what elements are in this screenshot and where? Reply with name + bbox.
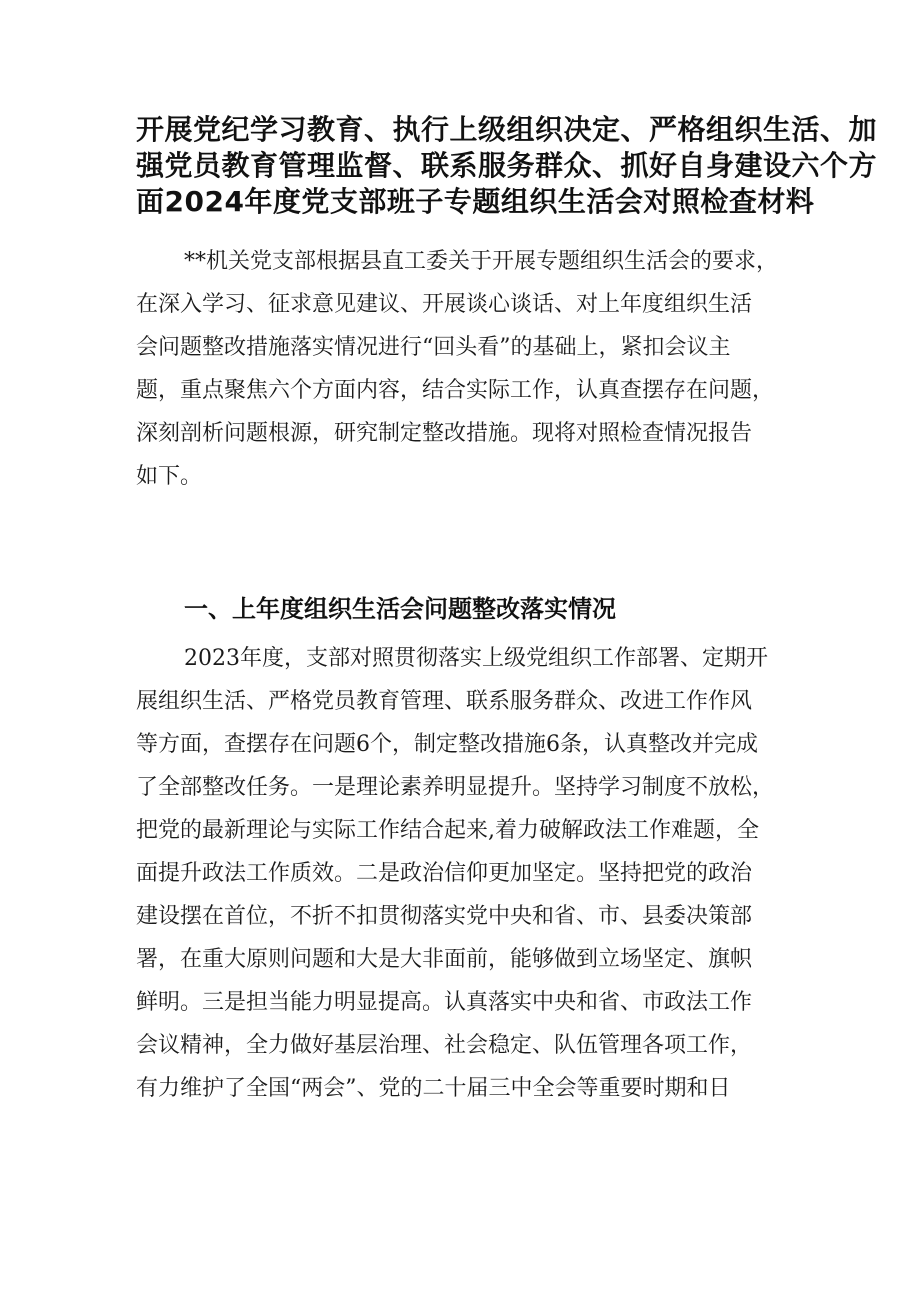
section-paragraph: [136, 637, 796, 1110]
paragraph-line: 了全部整改任务。一是理论素养明显提升。坚持学习制度不放松，: [136, 775, 775, 800]
paragraph-line: 展组织生活、严格党员教育管理、联系服务群众、改进工作作风: [136, 689, 753, 714]
paragraph-line: 有力维护了全国“两会”、党的二十届三中全会等重要时期和日: [136, 1076, 731, 1101]
paragraph-line: 鲜明。三是担当能力明显提高。认真落实中央和省、市政法工作: [136, 990, 753, 1015]
title-line: 开展党纪学习教育、执行上级组织决定、严格组织生活、加: [136, 113, 878, 146]
paragraph-line: 把党的最新理论与实际工作结合起来,着力破解政法工作难题，全: [136, 818, 759, 843]
title-line: 面2024年度党支部班子专题组织生活会对照检查材料: [136, 185, 815, 218]
paragraph-line: 在深入学习、征求意见建议、开展谈心谈话、对上年度组织生活: [136, 292, 753, 317]
paragraph-line: 如下。: [136, 464, 203, 489]
paragraph-line: 面提升政法工作质效。二是政治信仰更加坚定。坚持把党的政治: [136, 861, 753, 886]
paragraph-line: 题，重点聚焦六个方面内容，结合实际工作，认真查摆存在问题，: [136, 378, 775, 403]
paragraph-line: 会议精神，全力做好基层治理、社会稳定、队伍管理各项工作，: [136, 1033, 753, 1058]
paragraph-line: 2023年度，支部对照贯彻落实上级党组织工作部署、定期开: [184, 646, 768, 671]
paragraph-line: 会问题整改措施落实情况进行“回头看”的基础上，紧扣会议主: [136, 335, 731, 360]
paragraph-line: 等方面，查摆存在问题6个，制定整改措施6条，认真整改并完成: [136, 732, 758, 757]
section-heading: 一、上年度组织生活会问题整改落实情况: [184, 595, 616, 623]
paragraph-line: **机关党支部根据县直工委关于开展专题组织生活会的要求，: [184, 249, 779, 274]
document-title: [136, 112, 878, 220]
title-line: 强党员教育管理监督、联系服务群众、抓好自身建设六个方: [136, 149, 878, 182]
paragraph-line: 建设摆在首位，不折不扣贯彻落实党中央和省、市、县委决策部: [136, 904, 753, 929]
paragraph-line: 署，在重大原则问题和大是大非面前，能够做到立场坚定、旗帜: [136, 947, 753, 972]
intro-paragraph: [136, 240, 796, 498]
paragraph-line: 深刻剖析问题根源，研究制定整改措施。现将对照检查情况报告: [136, 421, 753, 446]
